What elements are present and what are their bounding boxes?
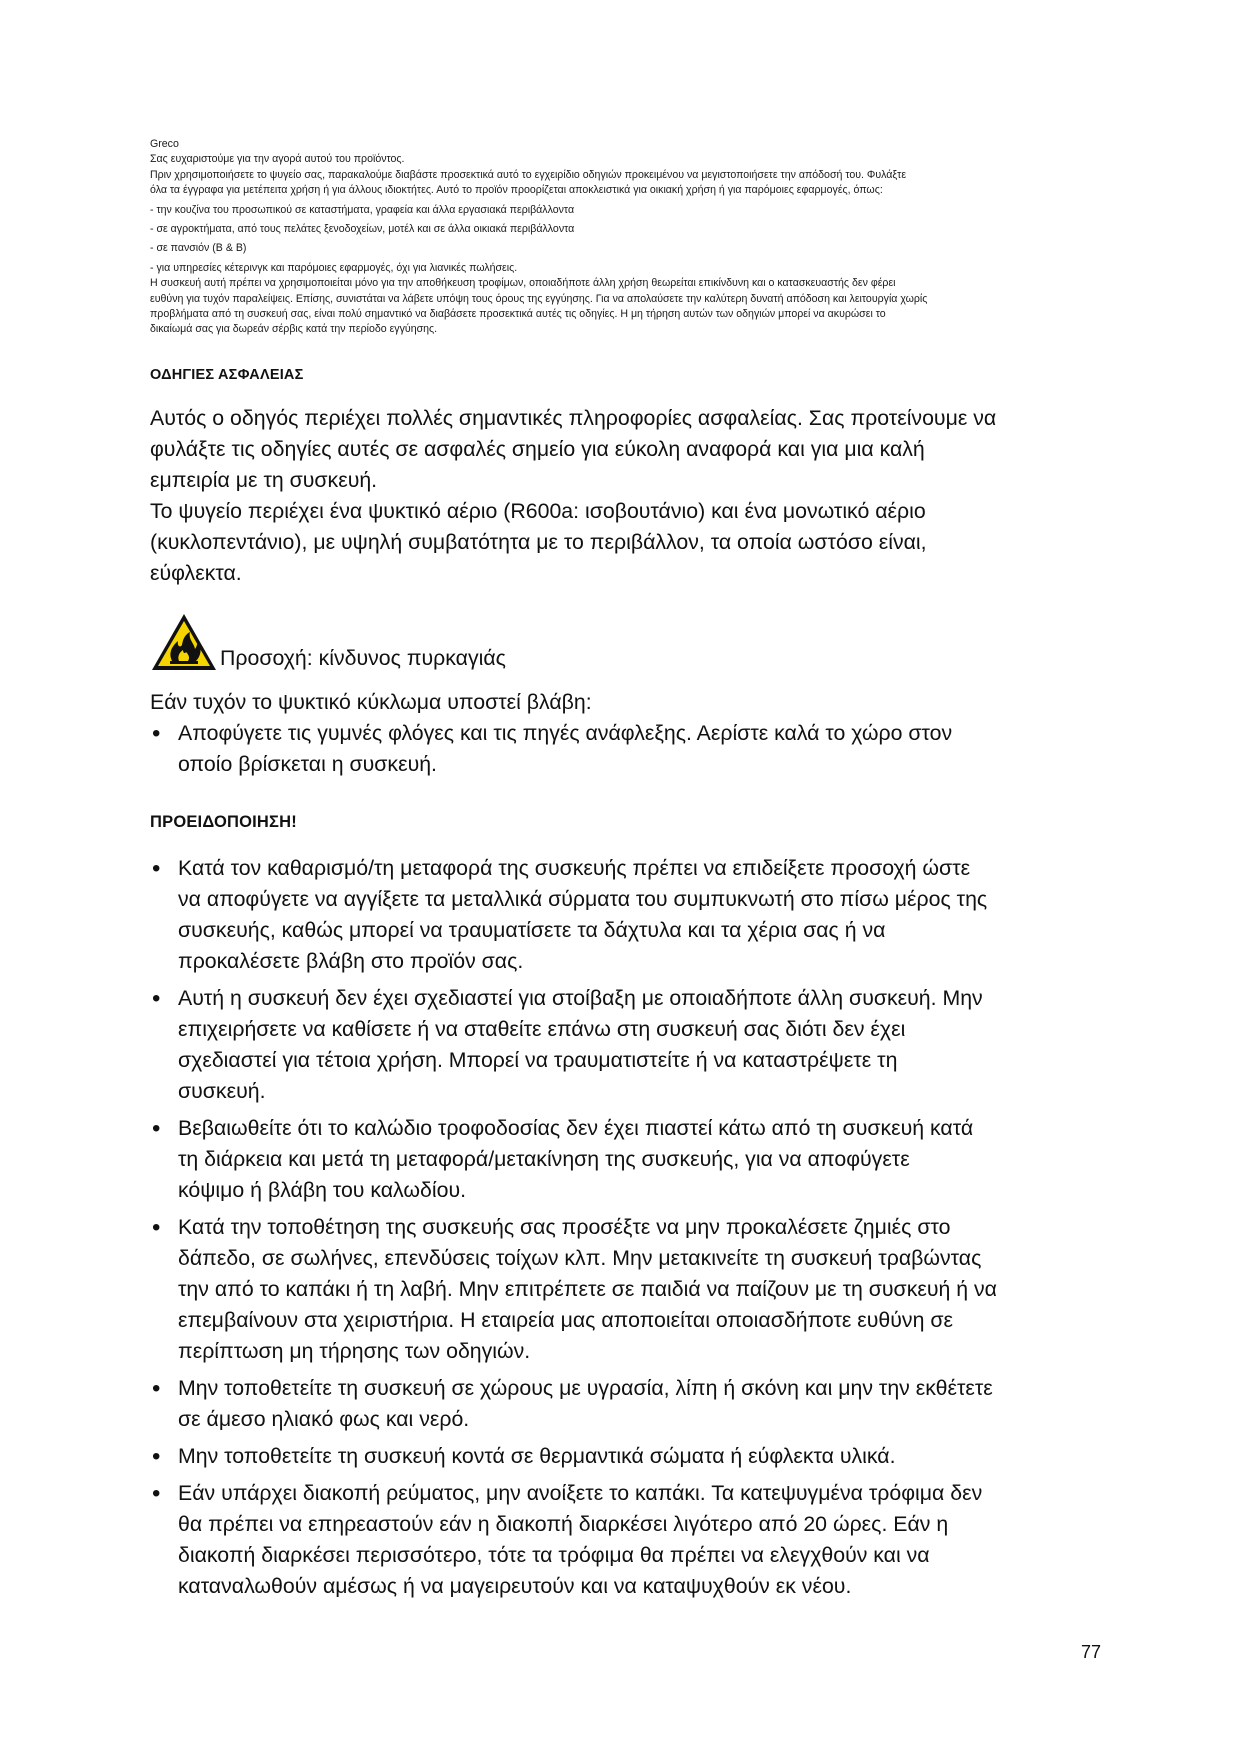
intro-list-item: - σε πανσιόν (B & B) <box>150 242 247 255</box>
intro-list-item: - σε αγροκτήματα, από τους πελάτες ξενοδοχείων, μοτέλ και σε άλλα οικιακά περιβάλλοντα <box>150 223 575 236</box>
list-item: • Αποφύγετε τις γυμνές φλόγες και τις πηγές ανάφλεξης. Αερίστε καλά το χώρο στον οποίο βρίσκεται η συσκευή. <box>150 718 1090 780</box>
list-item: • Μην τοποθετείτε τη συσκευή σε χώρους με υγρασία, λίπη ή σκόνη και μην την εκθέτετε σε άμεσο ηλιακό φως και νερό. <box>150 1373 1090 1435</box>
intro-line: δικαίωμά σας για δωρεάν σέρβις κατά την περίοδο εγγύησης. <box>150 323 438 336</box>
page-number: 77 <box>1081 1642 1102 1662</box>
safety-line: (κυκλοπεντάνιο), με υψηλή συμβατότητα με το περιβάλλον, τα οποία ωστόσο είναι, <box>150 530 927 554</box>
safety-heading: ΟΔΗΓΙΕΣ ΑΣΦΑΛΕΙΑΣ <box>150 367 304 383</box>
intro-block <box>150 137 1090 338</box>
safety-line: εύφλεκτα. <box>150 561 242 585</box>
lead-line: Εάν τυχόν το ψυκτικό κύκλωμα υποστεί βλάβη: <box>150 690 592 714</box>
list-item: • Κατά τον καθαρισμό/τη μεταφορά της συσκευής πρέπει να επιδείξετε προσοχή ώστε να αποφύγετε να αγγίξετε τα μεταλλικά σύρματα του συμπυκνωτή στο πίσω μέρος της συσκευής, καθώς μπορεί να τραυματίσετε τα δάχτυλα και τα χέρια σας ή να προκαλέσετε βλάβη στο προϊόν σας. <box>150 853 1090 977</box>
intro-line: όλα τα έγγραφα για μετέπειτα χρήση ή για άλλους ιδιοκτήτες. Αυτό το προϊόν προορίζεται αποκλειστικά για οικιακή χρήση ή για παρόμοιες εφαρμογές, όπως: <box>150 184 883 197</box>
intro-line: Η συσκευή αυτή πρέπει να χρησιμοποιείται μόνο για την αποθήκευση τροφίμων, οποιαδήποτε άλλη χρήση θεωρείται επικίνδυνη και ο κατασκευαστής δεν φέρει <box>150 277 896 290</box>
intro-line: Σας ευχαριστούμε για την αγορά αυτού του προϊόντος. <box>150 153 405 166</box>
flammable-warning-icon <box>150 612 218 672</box>
fire-warning-text: Προσοχή: κίνδυνος πυρκαγιάς <box>220 646 506 670</box>
safety-line: Το ψυγείο περιέχει ένα ψυκτικό αέριο (R600a: ισοβουτάνιο) και ένα μονωτικό αέριο <box>150 499 926 523</box>
list-item: • Μην τοποθετείτε τη συσκευή κοντά σε θερμαντικά σώματα ή εύφλεκτα υλικά. <box>150 1441 1090 1472</box>
list-item: • Βεβαιωθείτε ότι το καλώδιο τροφοδοσίας δεν έχει πιαστεί κάτω από τη συσκευή κατά τη διάρκεια και μετά τη μεταφορά/μετακίνηση της συσκευής, για να αποφύγετε κόψιμο ή βλάβη του καλωδίου. <box>150 1113 1090 1206</box>
warning-heading: ΠΡΟΕΙΔΟΠΟΙΗΣΗ! <box>150 813 297 831</box>
intro-line: Πριν χρησιμοποιήσετε το ψυγείο σας, παρακαλούμε διαβάστε προσεκτικά αυτό το εγχειρίδιο οδηγιών προκειμένου να μεγιστοποιήσετε την απόδοσή του. Φυλάξτε <box>150 168 907 181</box>
safety-line: εμπειρία με τη συσκευή. <box>150 468 378 492</box>
brand-name: Greco <box>150 138 179 150</box>
intro-list-item: - για υπηρεσίες κέτερινγκ και παρόμοιες εφαρμογές, όχι για λιανικές πωλήσεις. <box>150 261 518 274</box>
intro-list-item: - την κουζίνα του προσωπικού σε καταστήματα, γραφεία και άλλα εργασιακά περιβάλλοντα <box>150 203 575 216</box>
fire-warning-lead <box>150 687 1090 718</box>
list-item: • Εάν υπάρχει διακοπή ρεύματος, μην ανοίξετε το καπάκι. Τα κατεψυγμένα τρόφιμα δεν θα πρέπει να επηρεαστούν εάν η διακοπή διαρκέσει λιγότερο από 20 ώρες. Εάν η διακοπή διαρκέσει περισσότερο, τότε τα τρόφιμα θα πρέπει να ελεγχθούν και να καταναλωθούν αμέσως ή να μαγειρευτούν και να καταψυχθούν εκ νέου. <box>150 1478 1090 1602</box>
intro-line: προβλήματα από τη συσκευή σας, είναι πολύ σημαντικό να διαβάσετε προσεκτικά αυτές τις οδηγίες. Η μη τήρηση αυτών των οδηγιών μπορεί να ακυρώσει το <box>150 308 886 321</box>
safety-line: Αυτός ο οδηγός περιέχει πολλές σημαντικές πληροφορίες ασφαλείας. Σας προτείνουμε να <box>150 406 997 430</box>
safety-line: φυλάξτε τις οδηγίες αυτές σε ασφαλές σημείο για εύκολη αναφορά και για μια καλή <box>150 437 925 461</box>
safety-paragraph <box>150 403 1090 589</box>
list-item: • Αυτή η συσκευή δεν έχει σχεδιαστεί για στοίβαξη με οποιαδήποτε άλλη συσκευή. Μην επιχειρήσετε να καθίσετε ή να σταθείτε επάνω στη συσκευή σας διότι δεν έχει σχεδιαστεί για τέτοια χρήση. Μπορεί να τραυματιστείτε ή να καταστρέψετε τη συσκευή. <box>150 983 1090 1107</box>
warning-list <box>150 853 1090 1608</box>
list-item: • Κατά την τοποθέτηση της συσκευής σας προσέξτε να μην προκαλέσετε ζημιές στο δάπεδο, σε σωλήνες, επενδύσεις τοίχων κλπ. Μην μετακινείτε τη συσκευή τραβώντας την από το καπάκι ή τη λαβή. Μην επιτρέπετε σε παιδιά να παίζουν με τη συσκευή ή να επεμβαίνουν στα χειριστήρια. Η εταιρεία μας αποποιείται οποιασδήποτε ευθύνη σε περίπτωση μη τήρησης των οδηγιών. <box>150 1212 1090 1367</box>
intro-line: ευθύνη για τυχόν παραλείψεις. Επίσης, συνιστάται να λάβετε υπόψη τους όρους της εγγύησης. Για να απολαύσετε την καλύτερη δυνατή απόδοση και λειτουργία χωρίς <box>150 292 928 305</box>
fire-warning-list <box>150 718 1090 786</box>
